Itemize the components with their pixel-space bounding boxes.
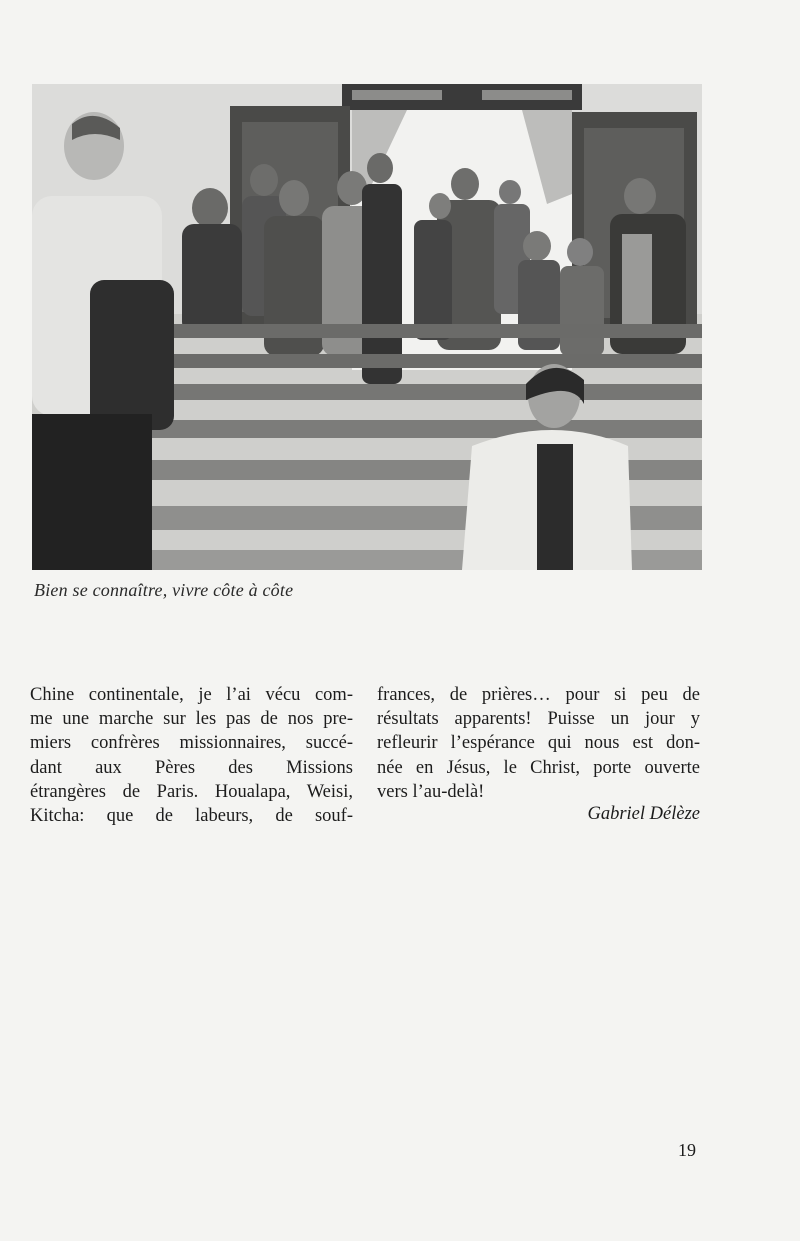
text-column-right: [377, 683, 700, 804]
text-line: vers l’au-delà!: [377, 781, 485, 802]
text-line: résultats apparents! Puisse un jour y: [377, 709, 700, 730]
photo-illustration: [32, 84, 702, 570]
text-line: Chine continentale, je l’ai vécu com-: [30, 685, 353, 705]
text-line: refleurir l’espérance qui nous est don-: [377, 733, 700, 754]
text-line: dant aux Pères des Missions: [30, 757, 353, 778]
author-signature: Gabriel Délèze: [587, 804, 700, 824]
photo-caption: Bien se connaître, vivre côte à côte: [34, 580, 294, 600]
text-line: me une marche sur les pas de nos pre-: [30, 709, 353, 730]
text-line: née en Jésus, le Christ, porte ouverte: [377, 757, 700, 778]
photo-church-interior: [32, 84, 702, 570]
page-number: 19: [678, 1140, 696, 1160]
text-column-left: [30, 683, 353, 828]
text-line: Kitcha: que de labeurs, de souf-: [30, 806, 353, 827]
text-line: frances, de prières… pour si peu de: [377, 685, 700, 705]
text-line: miers confrères missionnaires, succé-: [30, 733, 353, 754]
text-line: étrangères de Paris. Houalapa, Weisi,: [30, 781, 353, 802]
